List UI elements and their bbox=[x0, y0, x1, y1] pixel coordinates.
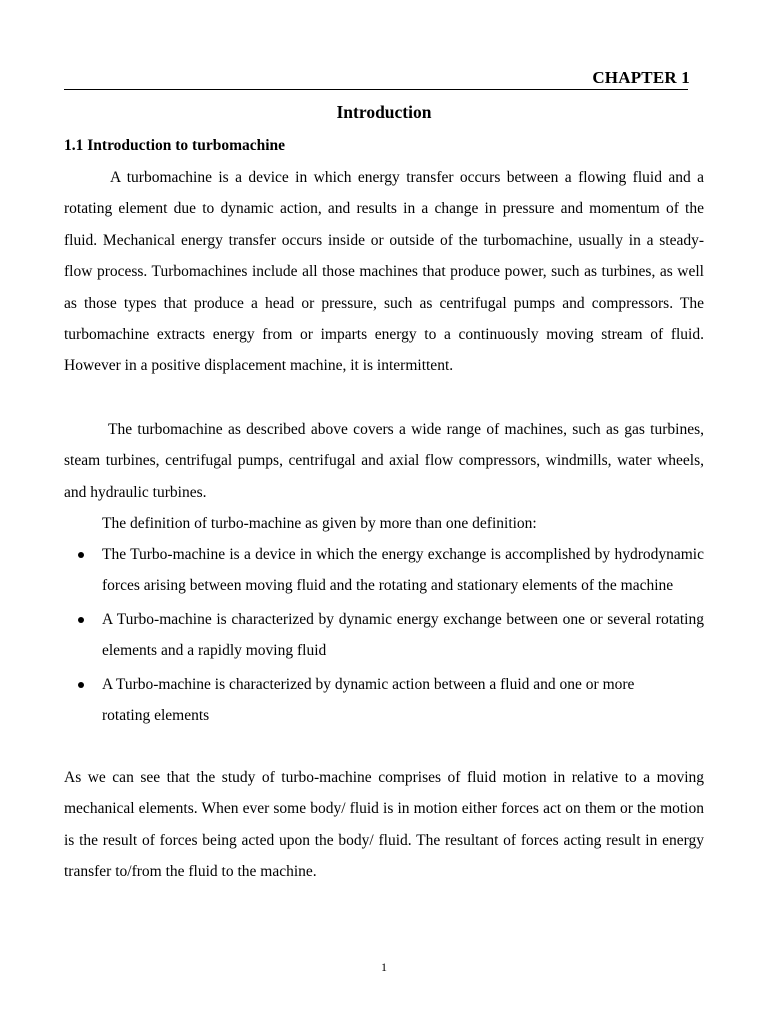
list-item-text: A Turbo-machine is characterized by dynamic energy exchange between one or several rotating elements and a rapidly moving fluid bbox=[102, 610, 704, 660]
paragraph-definition: A turbomachine is a device in which energy transfer occurs between a flowing fluid and a rotating element due to dynamic action, and results in a change in pressure and momentum of the fluid. Mechanical energy transfer occurs inside or outside of the turbomachine, usually in a steady-flow process. Turbomachines include all those machines that produce power, such as turbines, as well as those types that produce a head or pressure, such as centrifugal pumps and compressors. The turbomachine extracts energy from or imparts energy to a continuously moving stream of fluid. However in a positive displacement machine, it is intermittent. bbox=[64, 169, 704, 375]
chapter-label: CHAPTER 1 bbox=[592, 68, 690, 87]
list-item bbox=[64, 539, 704, 602]
section-heading: 1.1 Introduction to turbomachine bbox=[64, 137, 286, 154]
bullet-icon bbox=[78, 682, 84, 688]
page-title: Introduction bbox=[336, 102, 432, 122]
paragraph-conclusion: As we can see that the study of turbo-machine comprises of fluid motion in relative to a moving mechanical elements. When ever some body/ fluid is in motion either forces act on them or the motion is the result of forces being acted upon the body/ fluid. The resultant of forces acting result in energy transfer to/from the fluid to the machine. bbox=[64, 769, 704, 881]
page-number: 1 bbox=[381, 960, 387, 974]
list-item bbox=[64, 604, 704, 667]
list-item-text: A Turbo-machine is characterized by dynamic action between a fluid and one or more rotating elements bbox=[102, 675, 635, 725]
list-item bbox=[64, 669, 672, 732]
paragraph-range: The turbomachine as described above covers a wide range of machines, such as gas turbines, steam turbines, centrifugal pumps, centrifugal and axial flow compressors, windmills, water wheels, and hydraulic turbines. bbox=[64, 421, 704, 501]
bullet-icon bbox=[78, 617, 84, 623]
paragraph-definitions-intro: The definition of turbo-machine as given by more than one definition: bbox=[102, 515, 537, 532]
list-item-text: The Turbo-machine is a device in which the energy exchange is accomplished by hydrodynamic forces arising between moving fluid and the rotating and stationary elements of the machine bbox=[102, 546, 704, 595]
bullet-icon bbox=[78, 552, 84, 558]
definition-list bbox=[64, 539, 704, 733]
chapter-rule bbox=[64, 89, 688, 90]
